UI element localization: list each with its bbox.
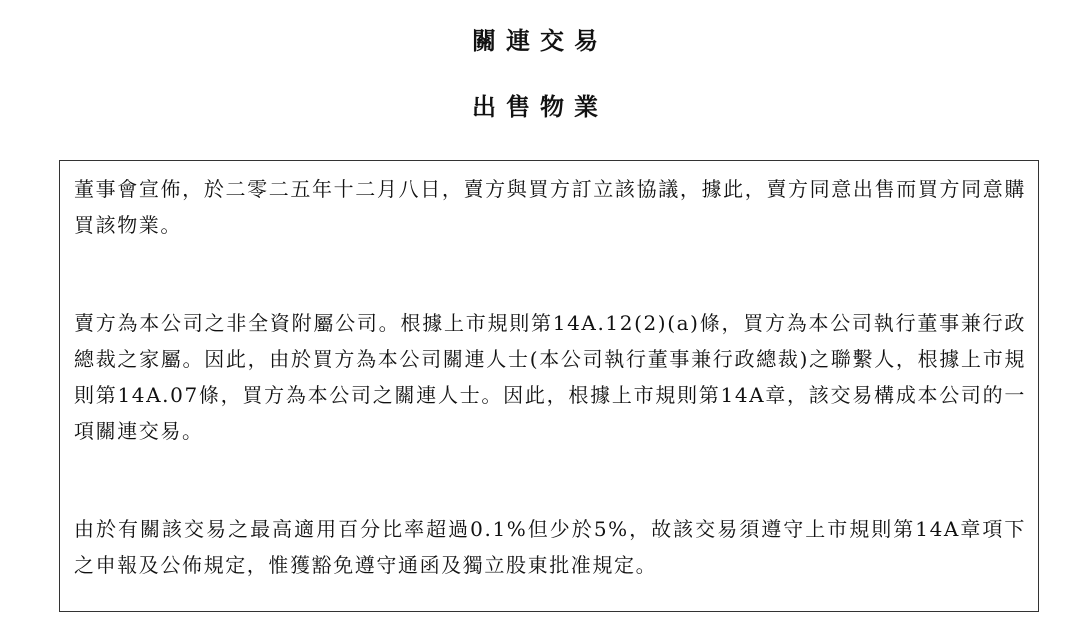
title-disposal-of-property: 出售物業: [472, 93, 608, 121]
title-connected-transaction: 關連交易: [472, 27, 608, 55]
paragraph-agreement: 董事會宣佈，於二零二五年十二月八日，賣方與買方訂立該協議，據此，賣方同意出售而買方同意購買該物業。: [74, 177, 1026, 237]
announcement-summary-box: [59, 160, 1039, 612]
paragraph-listing-rules-requirements: 由於有關該交易之最高適用百分比率超過0.1%但少於5%，故該交易須遵守上市規則第14A章項下之申報及公佈規定，惟獲豁免遵守通函及獨立股東批准規定。: [74, 517, 1026, 577]
paragraph-connected-person: 賣方為本公司之非全資附屬公司。根據上市規則第14A.12(2)(a)條，買方為本公司執行董事兼行政總裁之家屬。因此，由於買方為本公司關連人士(本公司執行董事兼行政總裁)之聯繫人，根據上市規則第14A.07條，買方為本公司之關連人士。因此，根據上市規則第14A章，該交易構成本公司的一項關連交易。: [74, 311, 1026, 443]
